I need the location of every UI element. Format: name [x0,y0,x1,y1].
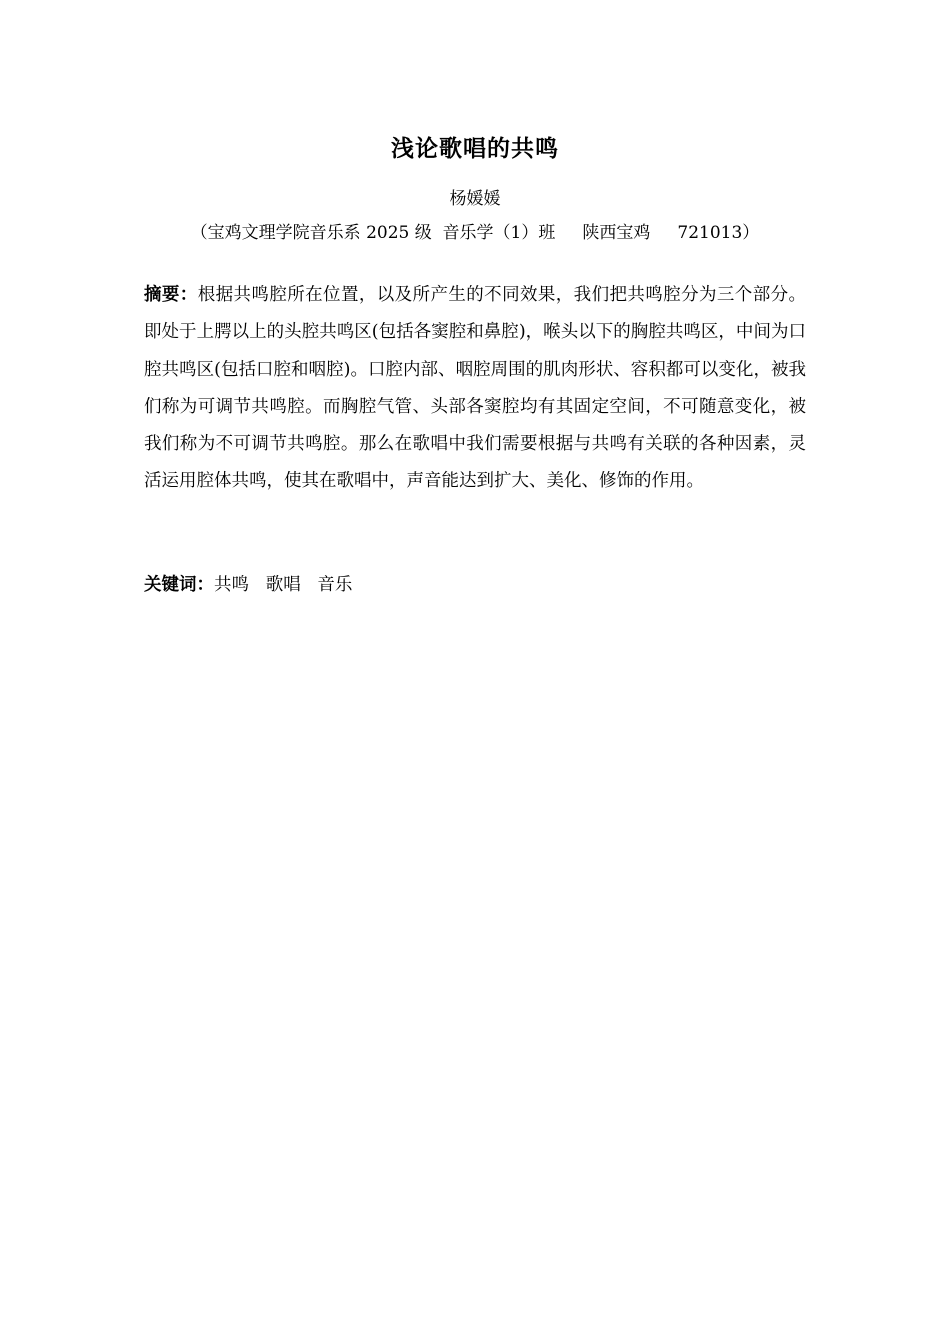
abstract-label: 摘要： [144,285,198,305]
paper-title: 浅论歌唱的共鸣 [391,136,559,162]
abstract-text: 根据共鸣腔所在位置，以及所产生的不同效果，我们把共鸣腔分为三个部分。即处于上腭以上的头腔共鸣区(包括各窦腔和鼻腔)，喉头以下的胸腔共鸣区，中间为口腔共鸣区(包括口腔和咽腔)。口腔内部、咽腔周围的肌肉形状、容积都可以变化，被我们称为可调节共鸣腔。而胸腔气管、头部各窦腔均有其固定空间，不可随意变化，被我们称为不可调节共鸣腔。那么在歌唱中我们需要根据与共鸣有关联的各种因素，灵活运用腔体共鸣，使其在歌唱中，声音能达到扩大、美化、修饰的作用。 [144,285,807,492]
keywords-label: 关键词： [144,575,214,595]
abstract-paragraph [144,277,806,501]
keywords-text: 共鸣 歌唱 音乐 [214,575,353,595]
keywords-line [144,570,806,600]
author-name: 杨媛媛 [449,189,501,209]
author-affiliation: （宝鸡文理学院音乐系 2025 级 音乐学（1）班 陕西宝鸡 721013） [190,223,760,243]
